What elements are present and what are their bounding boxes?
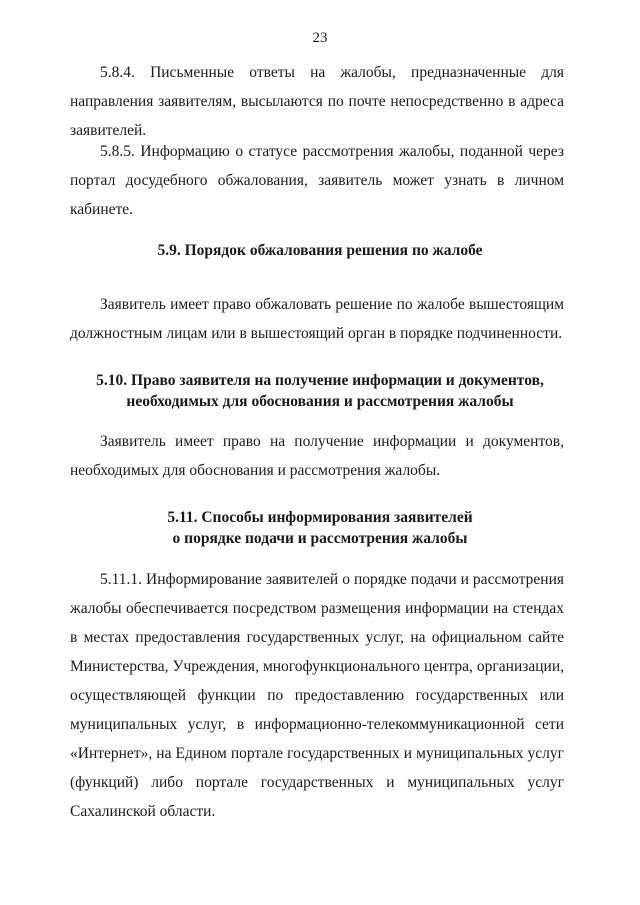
heading-5-11-line2: о порядке подачи и рассмотрения жалобы [172, 530, 468, 547]
heading-5-11-line1: 5.11. Способы информирования заявителей [167, 509, 473, 526]
paragraph-5-8-4: 5.8.4. Письменные ответы на жалобы, предназначенные для направления заявителям, высылаются по почте непосредственно в адреса заявителей. [70, 64, 564, 139]
paragraph-5-8-5: 5.8.5. Информацию о статусе рассмотрения жалобы, поданной через портал досудебного обжалования, заявитель может узнать в личном кабинете. [70, 143, 564, 218]
heading-5-10-line2: необходимых для обоснования и рассмотрения жалобы [126, 393, 514, 410]
heading-5-11 [0, 507, 640, 549]
paragraph-5-9: Заявитель имеет право обжаловать решение по жалобе вышестоящим должностным лицам или в вышестоящий орган в порядке подчиненности. [70, 296, 564, 342]
paragraph-5-10: Заявитель имеет право на получение информации и документов, необходимых для обоснования и рассмотрения жалобы. [70, 433, 564, 479]
paragraph-5-11-1: 5.11.1. Информирование заявителей о порядке подачи и рассмотрения жалобы обеспечивается посредством размещения информации на стендах в местах предоставления государственных услуг, на официальном сайте Министерства, Учреждения, многофункционального центра, организации, осуществляющей функции по предоставлению государственных или муниципальных услуг, в информационно-телекоммуникационной сети «Интернет», на Едином портале государственных и муниципальных услуг (функций) либо портале государственных и муниципальных услуг Сахалинской области. [70, 571, 564, 820]
heading-5-9: 5.9. Порядок обжалования решения по жалобе [157, 242, 483, 259]
page-number: 23 [312, 30, 328, 46]
heading-5-10-line1: 5.10. Право заявителя на получение информации и документов, [96, 372, 544, 389]
heading-5-10 [0, 370, 640, 412]
